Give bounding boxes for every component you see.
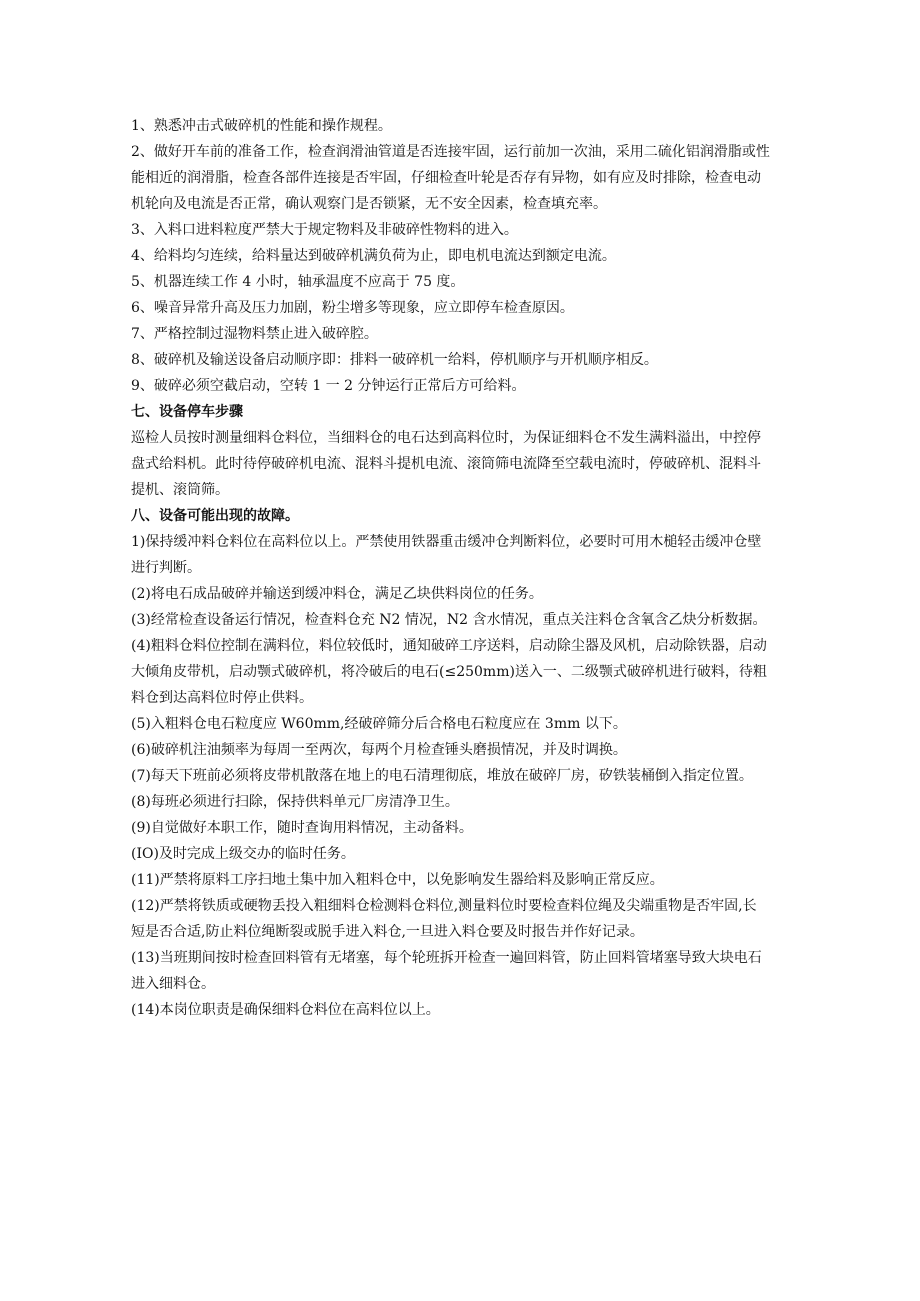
section-heading: 七、设备停车步骤 [131,404,243,420]
list-item: 1、熟悉冲击式破碎机的性能和操作规程。 [131,118,392,134]
list-item: 机轮向及电流是否正常，确认观察门是否锁紧，无不安全因素，检查填充率。 [131,196,607,212]
list-item: (11)严禁将原料工序扫地土集中加入粗料仓中，以免影响发生器给料及影响正常反应。 [131,872,664,888]
list-item: 大倾角皮带机，启动颚式破碎机，将冷破后的电石(≤250mm)送入一、二级颚式破碎机进行破料，待粗 [131,664,767,680]
list-item: (5)入粗料仓电石粒度应 W60mm,经破碎筛分后合格电石粒度应在 3mm 以下。 [131,716,627,732]
paragraph-line: 提机、滚筒筛。 [131,482,229,498]
list-item: 进入细料仓。 [131,976,215,992]
list-item: (4)粗料仓料位控制在满料位，料位较低时，通知破碎工序送料，启动除尘器及风机，启动除铁器，启动 [131,638,767,654]
list-item: (7)每天下班前必须将皮带机散落在地上的电石清理彻底，堆放在破碎厂房，矽铁装桶倒入指定位置。 [131,768,753,784]
list-item: (2)将电石成品破碎并输送到缓冲料仓，满足乙块供料岗位的任务。 [131,586,543,602]
list-item: 料仓到达高料位时停止供料。 [131,690,313,706]
paragraph-line: 盘式给料机。此时待停破碎机电流、混料斗提机电流、滚筒筛电流降至空载电流时，停破碎机、混料斗 [131,456,761,472]
list-item: 1)保持缓冲料仓料位在高料位以上。严禁使用铁器重击缓冲仓判断料位，必要时可用木槌轻击缓冲仓壁 [131,534,762,550]
section-heading: 八、设备可能出现的故障。 [131,508,299,524]
list-item: 2、做好开车前的准备工作，检查润滑油管道是否连接牢固，运行前加一次油，采用二硫化铝润滑脂或性 [131,144,770,160]
list-item: (IO)及时完成上级交办的临时任务。 [131,846,355,862]
list-item: 7、严格控制过湿物料禁止进入破碎腔。 [131,326,378,342]
list-item: 能相近的润滑脂，检查各部件连接是否牢固，仔细检查叶轮是否存有异物，如有应及时排除，检查电动 [131,170,761,186]
paragraph-line: 巡检人员按时测量细料仓料位，当细料仓的电石达到高料位时，为保证细料仓不发生满料溢出，中控停 [131,430,761,446]
list-item: (9)自觉做好本职工作，随时查询用料情况，主动备料。 [131,820,473,836]
list-item: (12)严禁将铁质或硬物丢投入粗细料仓检测料仓料位,测量料位时要检查料位绳及尖端重物是否牢固,长 [131,898,757,914]
list-item: 短是否合适,防止料位绳断裂或脱手进入料仓,一旦进入料仓要及时报告并作好记录。 [131,924,644,940]
list-item: (13)当班期间按时检查回料管有无堵塞，每个轮班拆开检查一遍回料管，防止回料管堵塞导致大块电石 [131,950,762,966]
list-item: 9、破碎必须空截启动，空转 1 一 2 分钟运行正常后方可给料。 [131,378,526,394]
list-item: 6、噪音异常升高及压力加剧，粉尘增多等现象，应立即停车检查原因。 [131,300,574,316]
list-item: 8、破碎机及输送设备启动顺序即：排料一破碎机一给料，停机顺序与开机顺序相反。 [131,352,658,368]
list-item: 3、入料口进料粒度严禁大于规定物料及非破碎性物料的进入。 [131,222,518,238]
list-item: 进行判断。 [131,560,201,576]
list-item: (14)本岗位职责是确保细料仓料位在高料位以上。 [131,1002,440,1018]
list-item: (6)破碎机注油频率为每周一至两次，每两个月检查锤头磨损情况，并及时调换。 [131,742,627,758]
list-item: 4、给料均匀连续，给料量达到破碎机满负荷为止，即电机电流达到额定电流。 [131,248,616,264]
list-item: (8)每班必须进行扫除，保持供料单元厂房清净卫生。 [131,794,459,810]
document-body [131,113,803,1023]
list-item: (3)经常检查设备运行情况，检查料仓充 N2 情况，N2 含水情况，重点关注料仓含氧含乙炔分析数据。 [131,612,767,628]
list-item: 5、机器连续工作 4 小时，轴承温度不应高于 75 度。 [131,274,465,290]
